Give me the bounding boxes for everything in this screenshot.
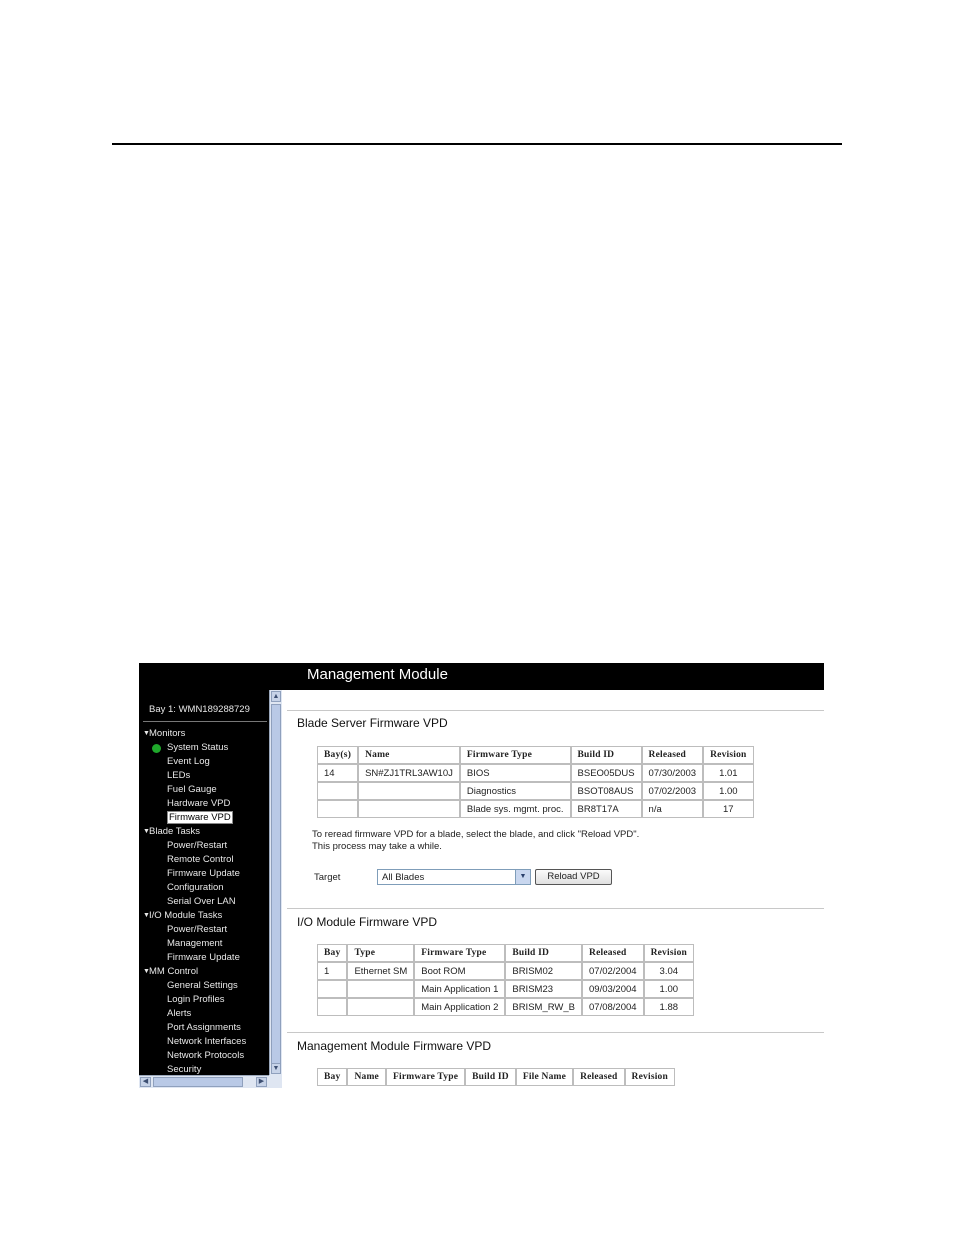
table-cell: Blade sys. mgmt. proc.: [460, 800, 571, 818]
sidebar-item-label: Power/Restart: [167, 924, 228, 935]
sidebar: [139, 690, 269, 1075]
blade-firmware-table: [317, 746, 754, 818]
column-header: Name: [347, 1068, 386, 1086]
sidebar-item-power-restart[interactable]: [139, 839, 269, 853]
bay-label: Bay 1: WMN189288729: [149, 704, 250, 715]
table-row: [317, 998, 694, 1016]
table-cell: 09/03/2004: [582, 980, 644, 998]
column-header: Firmware Type: [414, 944, 505, 962]
table-cell: Ethernet SM: [347, 962, 414, 980]
table-cell: 17: [703, 800, 753, 818]
table-cell: BRISM23: [505, 980, 582, 998]
column-header: Build ID: [505, 944, 582, 962]
scroll-left-icon[interactable]: ◀: [140, 1077, 151, 1087]
sidebar-item-firmware-vpd[interactable]: [139, 811, 269, 825]
table-cell: [317, 998, 347, 1016]
sidebar-item-label: Power/Restart: [167, 840, 228, 851]
table-cell: [347, 980, 414, 998]
table-cell: 07/08/2004: [582, 998, 644, 1016]
sidebar-item-firmware-update[interactable]: [139, 867, 269, 881]
sidebar-item-leds[interactable]: [139, 769, 269, 783]
sidebar-item-power-restart[interactable]: [139, 923, 269, 937]
table-cell: 1.00: [703, 782, 753, 800]
table-cell: [317, 800, 358, 818]
page-top-rule: [112, 143, 842, 145]
column-header: Released: [573, 1068, 624, 1086]
section-rule: [287, 1032, 824, 1033]
blade-section-title: Blade Server Firmware VPD: [297, 716, 448, 730]
sidebar-group-blade-tasks[interactable]: [139, 825, 269, 839]
app-header: [139, 663, 824, 690]
expand-caret-icon[interactable]: ▼: [143, 730, 150, 737]
column-header: Name: [358, 746, 460, 764]
scroll-up-icon[interactable]: ▲: [272, 693, 280, 700]
table-cell: BIOS: [460, 764, 571, 782]
table-cell: Boot ROM: [414, 962, 505, 980]
table-cell: 1.00: [644, 980, 694, 998]
target-select[interactable]: [377, 869, 531, 885]
table-cell: 07/30/2003: [642, 764, 704, 782]
sidebar-item-label: Network Interfaces: [167, 1036, 247, 1047]
table-cell: [358, 800, 460, 818]
reload-vpd-button[interactable]: Reload VPD: [535, 869, 612, 885]
table-cell: Main Application 1: [414, 980, 505, 998]
column-header: Build ID: [465, 1068, 516, 1086]
scroll-down-icon[interactable]: ▼: [272, 1065, 280, 1072]
sidebar-horizontal-scrollbar[interactable]: [139, 1075, 269, 1088]
sidebar-item-label: Event Log: [167, 756, 210, 767]
column-header: Firmware Type: [386, 1068, 465, 1086]
reload-instructions-line1: To reread firmware VPD for a blade, select the blade, and click "Reload VPD".: [312, 829, 640, 840]
reload-instructions: [312, 829, 639, 853]
sidebar-item-label: Configuration: [167, 882, 224, 893]
scroll-thumb[interactable]: [271, 704, 281, 1064]
app-title: Management Module: [307, 666, 448, 683]
sidebar-item-port-assignments[interactable]: [139, 1021, 269, 1035]
table-row: [317, 980, 694, 998]
table-cell: SN#ZJ1TRL3AW10J: [358, 764, 460, 782]
expand-caret-icon[interactable]: ▼: [143, 912, 150, 919]
sidebar-item-label: Remote Control: [167, 854, 234, 865]
table-cell: [358, 782, 460, 800]
sidebar-divider: [143, 721, 267, 722]
sidebar-item-remote-control[interactable]: [139, 853, 269, 867]
table-cell: [317, 782, 358, 800]
sidebar-item-label: I/O Module Tasks: [149, 910, 223, 921]
sidebar-item-label: Port Assignments: [167, 1022, 241, 1033]
sidebar-item-fuel-gauge[interactable]: [139, 783, 269, 797]
table-cell: [347, 998, 414, 1016]
table-cell: Main Application 2: [414, 998, 505, 1016]
sidebar-item-label: Login Profiles: [167, 994, 225, 1005]
column-header: Bay: [317, 1068, 347, 1086]
table-row: [317, 764, 754, 782]
main-content: [282, 690, 824, 1088]
scrollbar-corner: [269, 1075, 282, 1088]
column-header: Released: [582, 944, 644, 962]
sidebar-item-label: Alerts: [167, 1008, 192, 1019]
sidebar-item-system-status[interactable]: [139, 741, 269, 755]
table-cell: n/a: [642, 800, 704, 818]
section-rule: [287, 908, 824, 909]
sidebar-item-label: LEDs: [167, 770, 191, 781]
column-header: Revision: [625, 1068, 675, 1086]
sidebar-item-label: Blade Tasks: [149, 826, 201, 837]
table-cell: 1: [317, 962, 347, 980]
sidebar-item-login-profiles[interactable]: [139, 993, 269, 1007]
column-header: Firmware Type: [460, 746, 571, 764]
column-header: Bay(s): [317, 746, 358, 764]
table-cell: [317, 980, 347, 998]
sidebar-item-label: Hardware VPD: [167, 798, 231, 809]
table-cell: BSEO05DUS: [571, 764, 642, 782]
sidebar-item-label: Firmware Update: [167, 952, 240, 963]
reload-instructions-line2: This process may take a while.: [312, 841, 442, 852]
io-section-title: I/O Module Firmware VPD: [297, 915, 438, 929]
mm-firmware-table: [317, 1068, 675, 1086]
sidebar-item-security[interactable]: [139, 1063, 269, 1075]
sidebar-item-label: System Status: [167, 742, 229, 753]
sidebar-item-firmware-update[interactable]: [139, 951, 269, 965]
target-select-value: All Blades: [382, 872, 425, 883]
sidebar-item-label: Monitors: [149, 728, 186, 739]
chevron-down-icon[interactable]: ▼: [515, 870, 530, 884]
sidebar-item-label: Firmware VPD: [169, 812, 231, 823]
status-ok-icon: [152, 744, 161, 753]
column-header: Bay: [317, 944, 347, 962]
table-cell: BRISM02: [505, 962, 582, 980]
sidebar-group-i-o-module-tasks[interactable]: [139, 909, 269, 923]
table-cell: 07/02/2003: [642, 782, 704, 800]
table-row: [317, 800, 754, 818]
table-row: [317, 782, 754, 800]
column-header: Released: [642, 746, 704, 764]
sidebar-item-management[interactable]: [139, 937, 269, 951]
sidebar-item-hardware-vpd[interactable]: [139, 797, 269, 811]
table-cell: Diagnostics: [460, 782, 571, 800]
table-cell: 14: [317, 764, 358, 782]
table-row: [317, 962, 694, 980]
section-rule: [287, 710, 824, 711]
table-cell: 1.01: [703, 764, 753, 782]
table-cell: 1.88: [644, 998, 694, 1016]
sidebar-item-serial-over-lan[interactable]: [139, 895, 269, 909]
scroll-right-icon[interactable]: ▶: [256, 1077, 267, 1087]
table-cell: BRISM_RW_B: [505, 998, 582, 1016]
scroll-thumb-horizontal[interactable]: [153, 1077, 243, 1087]
sidebar-nav: [139, 727, 269, 1075]
sidebar-group-monitors[interactable]: [139, 727, 269, 741]
sidebar-vertical-scrollbar[interactable]: [269, 690, 282, 1075]
sidebar-item-label: Serial Over LAN: [167, 896, 236, 907]
column-header: File Name: [516, 1068, 573, 1086]
management-module-window: [139, 663, 824, 1088]
sidebar-item-configuration[interactable]: [139, 881, 269, 895]
column-header: Revision: [703, 746, 753, 764]
mm-section-title: Management Module Firmware VPD: [297, 1039, 492, 1053]
sidebar-item-alerts[interactable]: [139, 1007, 269, 1021]
column-header: Build ID: [571, 746, 642, 764]
expand-caret-icon[interactable]: ▼: [143, 828, 150, 835]
sidebar-item-event-log[interactable]: [139, 755, 269, 769]
expand-caret-icon[interactable]: ▼: [143, 968, 150, 975]
sidebar-item-label: Security: [167, 1064, 202, 1075]
sidebar-item-label: Fuel Gauge: [167, 784, 217, 795]
sidebar-item-label: Network Protocols: [167, 1050, 245, 1061]
table-cell: 07/02/2004: [582, 962, 644, 980]
sidebar-item-label: MM Control: [149, 966, 199, 977]
table-cell: 3.04: [644, 962, 694, 980]
table-cell: BR8T17A: [571, 800, 642, 818]
target-label: Target: [314, 872, 341, 883]
sidebar-item-general-settings[interactable]: [139, 979, 269, 993]
sidebar-item-label: General Settings: [167, 980, 238, 991]
io-firmware-table: [317, 944, 694, 1016]
sidebar-item-label: Management: [167, 938, 223, 949]
column-header: Revision: [644, 944, 694, 962]
table-cell: BSOT08AUS: [571, 782, 642, 800]
sidebar-group-mm-control[interactable]: [139, 965, 269, 979]
column-header: Type: [347, 944, 414, 962]
sidebar-item-network-protocols[interactable]: [139, 1049, 269, 1063]
sidebar-item-network-interfaces[interactable]: [139, 1035, 269, 1049]
sidebar-item-label: Firmware Update: [167, 868, 240, 879]
